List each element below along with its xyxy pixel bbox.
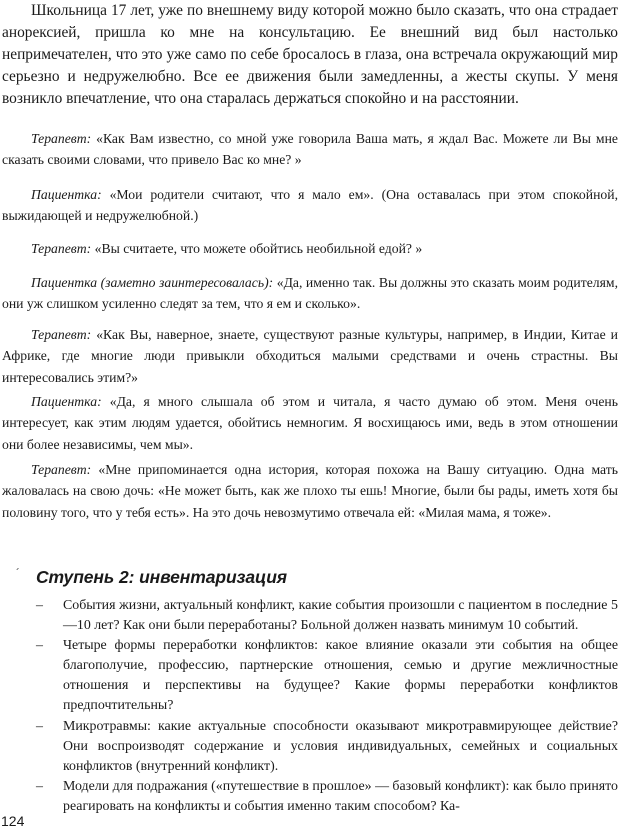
utterance: «Как Вам известно, со мной уже говорила Ваша мать, я ждал Вас. Можете ли Вы мне сказать своими словами, что привело Вас ко мне? » — [2, 131, 618, 168]
list-item — [0, 596, 620, 636]
dialog-line-2 — [2, 184, 618, 227]
dialog-line-3 — [2, 238, 618, 259]
dialog-line-1 — [2, 128, 618, 171]
list-item — [0, 717, 620, 777]
dialog-line-7 — [2, 459, 618, 523]
utterance: «Да, именно так. Вы должны это сказать моим родителям, они уж слишком усиленно следят за тем, что я ем и сколько». — [2, 275, 618, 312]
list-item — [0, 777, 620, 817]
utterance: «Как Вы, наверное, знаете, существуют разные культуры, например, в Индии, Китае и Африке, где многие люди привыкли обходиться малыми средствами и очень страстны. Вы интересовались этим?» — [2, 327, 618, 385]
dash-bullet: – — [36, 598, 43, 613]
speaker-label: Пациентка: — [31, 187, 102, 202]
dash-bullet: – — [36, 638, 43, 654]
page-number: 124 — [1, 813, 25, 829]
utterance: «Да, я много слышала об этом и читала, я часто думаю об этом. Меня очень интересует, как этим людям удается, обойтись немногим. Я восхищаюсь ими, ведь в этом отношении они более независимы, чем мы». — [2, 394, 618, 452]
list-item-text: Модели для подражания («путешествие в прошлое» — базовый конфликт): как было принято реагировать на конфликты и события именно таким способом? Ка- — [63, 778, 618, 814]
section-heading: Ступень 2: инвентаризация — [36, 567, 287, 587]
speaker-label: Терапевт: — [31, 241, 92, 256]
speaker-label: Терапевт: — [31, 131, 92, 146]
dash-bullet: – — [36, 778, 43, 794]
inventory-list — [0, 596, 620, 817]
list-item-text: События жизни, актуальный конфликт, какие события произошли с пациентом в последние 5—10 лет? Как они были переработаны? Больной должен назвать минимум 10 событий. — [63, 598, 618, 634]
speaker-label: Пациентка (заметно заинтересовалась): — [31, 275, 274, 290]
utterance: «Мои родители считают, что я мало ем». (Она оставалась при этом спокойной, выжидающей и недружелюбной.) — [2, 187, 618, 224]
speaker-label: Терапевт: — [31, 327, 92, 342]
dialog-line-4 — [2, 272, 618, 315]
dialog-line-5 — [2, 324, 618, 388]
margin-mark: ´ — [16, 566, 20, 580]
list-item — [0, 636, 620, 716]
dialog-line-6 — [2, 391, 618, 455]
dash-bullet: – — [36, 718, 43, 734]
speaker-label: Пациентка: — [31, 394, 102, 409]
utterance: «Мне припоминается одна история, которая похожа на Вашу ситуацию. Одна мать жаловалась на свою дочь: «Не может быть, как же плохо ты ешь! Многие, были бы рады, иметь хотя бы половину того, что у тебя есть». На это дочь невозмутимо отвечала ей: «Милая мама, я тоже». — [2, 462, 618, 520]
list-item-text: Микротравмы: какие актуальные способности оказывают микротравмирующее действие? Они воспроизводят содержание и условия индивидуальных, семейных и социальных конфликтов (внутренний конфликт). — [63, 718, 618, 774]
utterance: «Вы считаете, что можете обойтись необильной едой? » — [91, 241, 423, 256]
intro-paragraph: Школьница 17 лет, уже по внешнему виду которой можно было сказать, что она страдает анорексией, пришла ко мне на консультацию. Ее внешний вид был настолько непримечателен, что это уже само по себе бросалось в глаза, она встречала окружающий мир серьезно и недружелюбно. Все ее движения были замедленны, а жесты скупы. У меня возникло впечатление, что она старалась держаться спокойно и на расстоянии. — [2, 2, 618, 107]
list-item-text: Четыре формы переработки конфликтов: какое влияние оказали эти события на общее благополучие, профессию, партнерские отношения, семью и другие межличностные отношения и перспективы на будущее? Какие формы переработки конфликтов предпочтительны? — [63, 638, 618, 714]
speaker-label: Терапевт: — [31, 462, 92, 477]
